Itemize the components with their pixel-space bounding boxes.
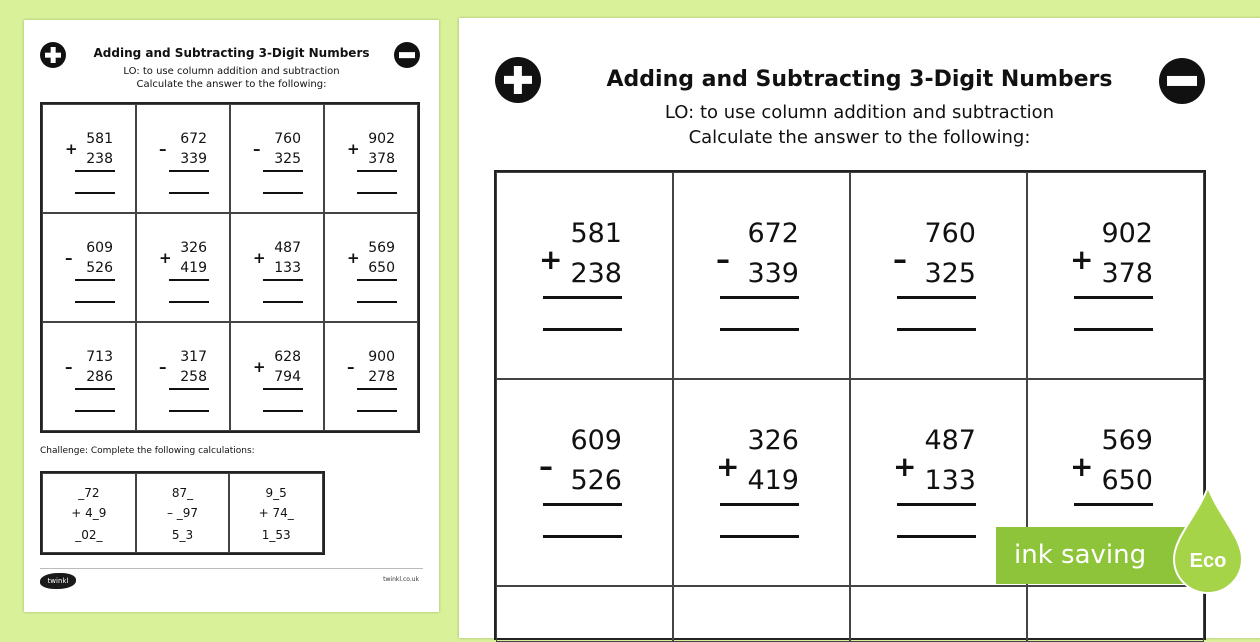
bottom-number: 526 <box>570 465 622 496</box>
bottom-number: 133 <box>274 260 301 276</box>
operator-sign: + <box>893 450 917 483</box>
problem-cell <box>230 322 324 431</box>
operator-sign: – <box>159 358 167 376</box>
problem-cell <box>496 379 673 586</box>
problem-cell <box>673 379 850 586</box>
bottom-number: 650 <box>368 260 395 276</box>
problem-cell <box>230 104 324 213</box>
challenge-line: 9_5 <box>265 486 287 500</box>
bottom-number: 286 <box>86 369 113 385</box>
bottom-number: 794 <box>274 369 301 385</box>
bottom-number: 238 <box>570 258 622 289</box>
top-number: 672 <box>747 218 799 249</box>
challenge-line: _72 <box>78 486 100 500</box>
bottom-number: 325 <box>274 151 301 167</box>
top-number: 487 <box>924 425 976 456</box>
challenge-line: 1_53 <box>261 528 291 542</box>
problem-cell <box>136 213 230 322</box>
answer-line <box>897 535 976 538</box>
bottom-number: 339 <box>180 151 207 167</box>
instruction: Calculate the answer to the following: <box>688 127 1031 148</box>
sum-line <box>357 388 397 390</box>
operator-sign: – <box>893 243 907 276</box>
sum-line <box>543 503 622 506</box>
ink-saving-banner[interactable] <box>996 527 1196 584</box>
problem-cell <box>42 322 136 431</box>
challenge-line: _02_ <box>75 528 103 542</box>
operator-sign: – <box>65 249 73 267</box>
problem-cell <box>850 172 1027 379</box>
challenge-cell <box>229 473 323 553</box>
bottom-number: 378 <box>1101 258 1153 289</box>
answer-line <box>357 192 397 194</box>
footer-url: twinkl.co.uk <box>383 576 419 583</box>
answer-line <box>720 535 799 538</box>
sum-line <box>75 279 115 281</box>
challenge-cell <box>136 473 230 553</box>
top-number: 900 <box>368 349 395 365</box>
operator-sign: – <box>716 243 730 276</box>
problem-cell <box>673 172 850 379</box>
operator-sign: + <box>1070 243 1094 276</box>
problem-cell <box>324 104 418 213</box>
answer-line <box>75 410 115 412</box>
operator-sign: + <box>347 140 360 158</box>
problem-cell <box>1027 172 1204 379</box>
sum-line <box>169 388 209 390</box>
eco-drop-icon[interactable] <box>1170 485 1246 595</box>
problem-cell <box>42 104 136 213</box>
problem-cell <box>673 586 850 642</box>
top-number: 760 <box>274 131 301 147</box>
problem-cell <box>136 322 230 431</box>
operator-sign: – <box>159 140 167 158</box>
challenge-line: + 4_9 <box>71 506 107 520</box>
operator-sign: – <box>539 450 553 483</box>
sum-line <box>357 279 397 281</box>
top-number: 760 <box>924 218 976 249</box>
top-number: 487 <box>274 240 301 256</box>
top-number: 902 <box>368 131 395 147</box>
top-number: 569 <box>368 240 395 256</box>
answer-line <box>1074 328 1153 331</box>
problem-cell <box>324 322 418 431</box>
sum-line <box>263 388 303 390</box>
answer-line <box>169 192 209 194</box>
problem-cell <box>496 172 673 379</box>
ink-saving-label: ink saving <box>1014 540 1147 570</box>
top-number: 902 <box>1101 218 1153 249</box>
answer-line <box>263 301 303 303</box>
operator-sign: – <box>253 140 261 158</box>
sum-line <box>169 170 209 172</box>
challenge-grid <box>40 471 325 555</box>
top-number: 628 <box>274 349 301 365</box>
answer-line <box>357 410 397 412</box>
operator-sign: – <box>65 358 73 376</box>
bottom-number: 238 <box>86 151 113 167</box>
learning-objective: LO: to use column addition and subtraction <box>664 102 1055 123</box>
sum-line <box>720 503 799 506</box>
operator-sign: + <box>1070 450 1094 483</box>
answer-line <box>169 410 209 412</box>
bottom-number: 650 <box>1101 465 1153 496</box>
top-number: 326 <box>747 425 799 456</box>
answer-line <box>543 328 622 331</box>
bottom-number: 419 <box>747 465 799 496</box>
challenge-line: + 74_ <box>258 506 294 520</box>
top-number: 326 <box>180 240 207 256</box>
sum-line <box>897 296 976 299</box>
sum-line <box>75 388 115 390</box>
top-number: 569 <box>1101 425 1153 456</box>
answer-line <box>263 192 303 194</box>
challenge-cell <box>42 473 136 553</box>
answer-line <box>263 410 303 412</box>
twinkl-logo: twinkl <box>40 573 76 589</box>
answer-line <box>543 535 622 538</box>
sum-line <box>169 279 209 281</box>
challenge-line: – _97 <box>166 506 199 520</box>
worksheet-title: Adding and Subtracting 3-Digit Numbers <box>93 46 370 60</box>
worksheet-preview-small <box>24 20 439 612</box>
challenge-line: 87_ <box>171 486 194 500</box>
problem-cell <box>324 213 418 322</box>
problem-grid <box>40 102 420 433</box>
learning-objective: LO: to use column addition and subtraction <box>123 66 340 77</box>
answer-line <box>75 301 115 303</box>
answer-line <box>75 192 115 194</box>
top-number: 713 <box>86 349 113 365</box>
sum-line <box>720 296 799 299</box>
sum-line <box>1074 296 1153 299</box>
sum-line <box>75 170 115 172</box>
operator-sign: – <box>347 358 355 376</box>
top-number: 581 <box>86 131 113 147</box>
top-number: 317 <box>180 349 207 365</box>
footer-divider <box>40 568 423 569</box>
top-number: 672 <box>180 131 207 147</box>
answer-line <box>720 328 799 331</box>
problem-cell <box>850 586 1027 642</box>
bottom-number: 419 <box>180 260 207 276</box>
top-number: 609 <box>570 425 622 456</box>
problem-cell <box>496 586 673 642</box>
operator-sign: + <box>159 249 172 267</box>
bottom-number: 278 <box>368 369 395 385</box>
worksheet-title: Adding and Subtracting 3-Digit Numbers <box>606 67 1113 92</box>
operator-sign: + <box>65 140 78 158</box>
answer-line <box>357 301 397 303</box>
bottom-number: 133 <box>924 465 976 496</box>
answer-line <box>897 328 976 331</box>
bottom-number: 325 <box>924 258 976 289</box>
sum-line <box>357 170 397 172</box>
problem-cell <box>42 213 136 322</box>
operator-sign: + <box>539 243 563 276</box>
instruction: Calculate the answer to the following: <box>136 79 327 90</box>
problem-cell <box>136 104 230 213</box>
operator-sign: + <box>716 450 740 483</box>
eco-badge-text: Eco <box>1189 550 1227 572</box>
bottom-number: 378 <box>368 151 395 167</box>
bottom-number: 526 <box>86 260 113 276</box>
sum-line <box>263 170 303 172</box>
top-number: 581 <box>570 218 622 249</box>
answer-line <box>169 301 209 303</box>
sum-line <box>543 296 622 299</box>
challenge-label: Challenge: Complete the following calculations: <box>40 446 255 456</box>
problem-cell <box>230 213 324 322</box>
sum-line <box>897 503 976 506</box>
operator-sign: + <box>253 249 266 267</box>
operator-sign: + <box>253 358 266 376</box>
bottom-number: 258 <box>180 369 207 385</box>
sum-line <box>1074 503 1153 506</box>
bottom-number: 339 <box>747 258 799 289</box>
top-number: 609 <box>86 240 113 256</box>
challenge-line: 5_3 <box>171 528 194 542</box>
sum-line <box>263 279 303 281</box>
operator-sign: + <box>347 249 360 267</box>
